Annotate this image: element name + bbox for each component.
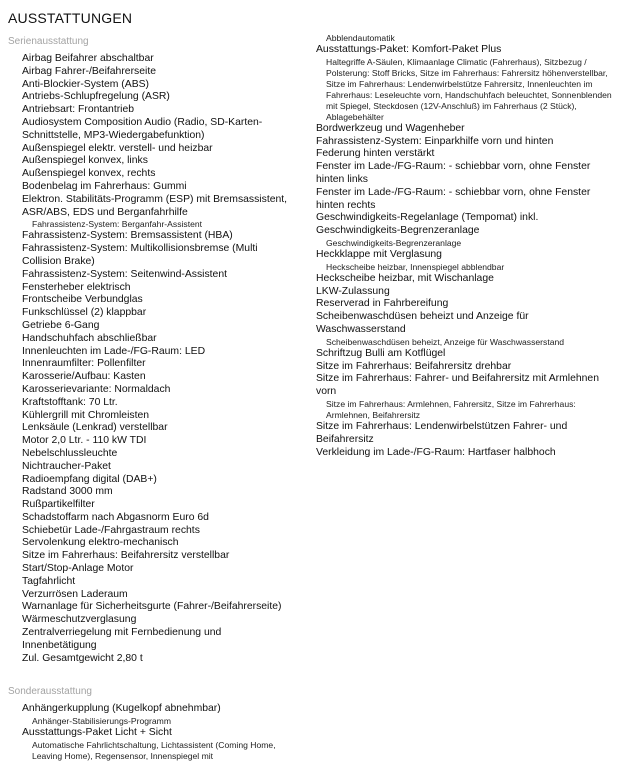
equipment-detail: Heckscheibe heizbar, Innenspiegel abblendbar — [326, 261, 505, 272]
standard-equipment-list-left — [22, 53, 292, 665]
equipment-item: Außenspiegel elektr. verstell- und heizbar — [22, 142, 213, 154]
equipment-item: Geschwindigkeits-Regelanlage (Tempomat) inkl. Geschwindigkeits-Begrenzeranlage — [316, 212, 539, 237]
equipment-item: Anhängerkupplung (Kugelkopf abnehmbar) — [22, 703, 221, 714]
equipment-item: Bordwerkzeug und Wagenheber — [316, 122, 465, 134]
equipment-item: Radstand 3000 mm — [22, 486, 113, 498]
equipment-item: Verkleidung im Lade-/FG-Raum: Hartfaser halbhoch — [316, 446, 556, 458]
equipment-item: Verzurrösen Laderaum — [22, 588, 128, 600]
equipment-item: Reserverad in Fahrbereifung — [316, 298, 449, 310]
equipment-item: LKW-Zulassung — [316, 285, 390, 297]
equipment-item: Funkschlüssel (2) klappbar — [22, 307, 147, 319]
equipment-item: Servolenkung elektro-mechanisch — [22, 537, 179, 549]
equipment-item: Außenspiegel konvex, links — [22, 155, 148, 167]
equipment-item: Kraftstofftank: 70 Ltr. — [22, 396, 118, 408]
equipment-item: Schiebetür Lade-/Fahrgastraum rechts — [22, 524, 200, 536]
equipment-item: Sitze im Fahrerhaus: Beifahrersitz drehbar — [316, 360, 512, 372]
equipment-item: Bodenbelag im Fahrerhaus: Gummi — [22, 180, 187, 192]
equipment-item: Fensterheber elektrisch — [22, 281, 131, 293]
equipment-item: Ausstattungs-Paket Licht + Sicht — [22, 726, 172, 738]
equipment-item: Getriebe 6-Gang — [22, 319, 100, 331]
section-serienausstattung: Serienausstattung — [8, 36, 89, 47]
section-sonderausstattung: Sonderausstattung — [8, 686, 92, 697]
equipment-item: Tagfahrlicht — [22, 575, 76, 587]
equipment-item: Airbag Fahrer-/Beifahrerseite — [22, 65, 156, 77]
equipment-item: Heckscheibe heizbar, mit Wischanlage — [316, 272, 494, 284]
equipment-item: Start/Stop-Anlage Motor — [22, 563, 134, 575]
equipment-item: Anti-Blockier-System (ABS) — [22, 78, 150, 90]
equipment-item: Warnanlage für Sicherheitsgurte (Fahrer-/Beifahrerseite) — [22, 601, 282, 613]
optional-equipment-list — [22, 703, 292, 762]
equipment-item: Fahrassistenz-System: Multikollisionsbremse (Multi Collision Brake) — [22, 243, 258, 267]
equipment-detail: Scheibenwaschdüsen beheizt, Anzeige für Waschwasserstand — [326, 336, 565, 347]
equipment-item: Fenster im Lade-/FG-Raum: - schiebbar vorn, ohne Fenster hinten rechts — [316, 186, 591, 211]
equipment-item: Nichtraucher-Paket — [22, 460, 111, 472]
equipment-item: Kühlergrill mit Chromleisten — [22, 409, 150, 421]
equipment-item: Antriebsart: Frontantrieb — [22, 104, 135, 116]
equipment-item: Fahrassistenz-System: Seitenwind-Assistent — [22, 268, 228, 280]
equipment-item: Wärmeschutzverglasung — [22, 614, 137, 626]
equipment-item: Sitze im Fahrerhaus: Beifahrersitz verstellbar — [22, 550, 230, 562]
equipment-detail: Haltegriffe A-Säulen, Klimaanlage Climatic (Fahrerhaus), Sitzbezug / Polsterung: Stoff Bricks, Sitze im Fahrerhaus: Fahrersitz höhenverstellbar, Sitze im Fahrerhaus: Lendenwirbelstütze Fahrersitz, Innenleuchten im Fahrerhaus: Leseleuchte vorn, Handschuhfach beleuchtet, Sonnenblenden mit Spiegel, Steckdosen (12V-Anschluß) im Fahrerhaus (2 Stück), Ablagebehälter — [326, 56, 612, 122]
equipment-item: Federung hinten verstärkt — [316, 148, 435, 160]
equipment-item: Außenspiegel konvex, rechts — [22, 168, 156, 180]
equipment-detail: Sitze im Fahrerhaus: Armlehnen, Fahrersitz, Sitze im Fahrerhaus: Armlehnen, Beifahrersitz — [326, 398, 576, 420]
equipment-item: Sitze im Fahrerhaus: Fahrer- und Beifahrersitz mit Armlehnen vorn — [316, 373, 599, 398]
equipment-detail: Geschwindigkeits-Begrenzeranlage — [326, 237, 462, 248]
equipment-item: Rußpartikelfilter — [22, 499, 95, 511]
equipment-item: Fahrassistenz-System: Bremsassistent (HBA) — [22, 230, 233, 242]
equipment-detail: Anhänger-Stabilisierungs-Programm — [32, 715, 171, 726]
equipment-item: Karosserievariante: Normaldach — [22, 383, 171, 395]
equipment-item: Fahrassistenz-System: Einparkhilfe vorn und hinten — [316, 135, 554, 147]
equipment-detail: Abblendautomatik — [326, 33, 395, 43]
equipment-item: Motor 2,0 Ltr. - 110 kW TDI — [22, 435, 147, 447]
equipment-item: Schadstoffarm nach Abgasnorm Euro 6d — [22, 511, 209, 523]
equipment-item: Zul. Gesamtgewicht 2,80 t — [22, 652, 143, 664]
equipment-item: Lenksäule (Lenkrad) verstellbar — [22, 422, 168, 434]
equipment-item: Frontscheibe Verbundglas — [22, 294, 143, 306]
standard-equipment-list-right — [316, 33, 616, 459]
equipment-detail: Automatische Fahrlichtschaltung, Lichtassistent (Coming Home, Leaving Home), Regensensor, Innenspiegel mit — [32, 739, 276, 761]
equipment-item: Ausstattungs-Paket: Komfort-Paket Plus — [316, 44, 502, 55]
equipment-item: Fenster im Lade-/FG-Raum: - schiebbar vorn, ohne Fenster hinten links — [316, 161, 591, 185]
equipment-item: Innenraumfilter: Pollenfilter — [22, 358, 146, 370]
equipment-item: Schriftzug Bulli am Kotflügel — [316, 347, 446, 359]
equipment-item: Audiosystem Composition Audio (Radio, SD-Karten-Schnittstelle, MP3-Wiedergabefunktion) — [22, 116, 263, 141]
equipment-item: Radioempfang digital (DAB+) — [22, 473, 157, 485]
equipment-item: Innenleuchten im Lade-/FG-Raum: LED — [22, 345, 206, 357]
equipment-item: Antriebs-Schlupfregelung (ASR) — [22, 91, 170, 103]
equipment-item: Handschuhfach abschließbar — [22, 332, 157, 344]
equipment-item: Heckklappe mit Verglasung — [316, 248, 442, 260]
equipment-item: Sitze im Fahrerhaus: Lendenwirbelstützen Fahrer- und Beifahrersitz — [316, 420, 568, 445]
equipment-item: Airbag Beifahrer abschaltbar — [22, 53, 154, 64]
equipment-item: Scheibenwaschdüsen beheizt und Anzeige für Waschwasserstand — [316, 311, 529, 335]
equipment-detail: Fahrassistenz-System: Berganfahr-Assistent — [32, 219, 203, 230]
page-title: AUSSTATTUNGEN — [8, 10, 133, 26]
equipment-item: Elektron. Stabilitäts-Programm (ESP) mit Bremsassistent, ASR/ABS, EDS und Berganfahrhilfe — [22, 193, 288, 218]
equipment-item: Zentralverriegelung mit Fernbedienung und Innenbetätigung — [22, 627, 222, 651]
equipment-item: Karosserie/Aufbau: Kasten — [22, 371, 146, 383]
equipment-item: Nebelschlussleuchte — [22, 447, 118, 459]
